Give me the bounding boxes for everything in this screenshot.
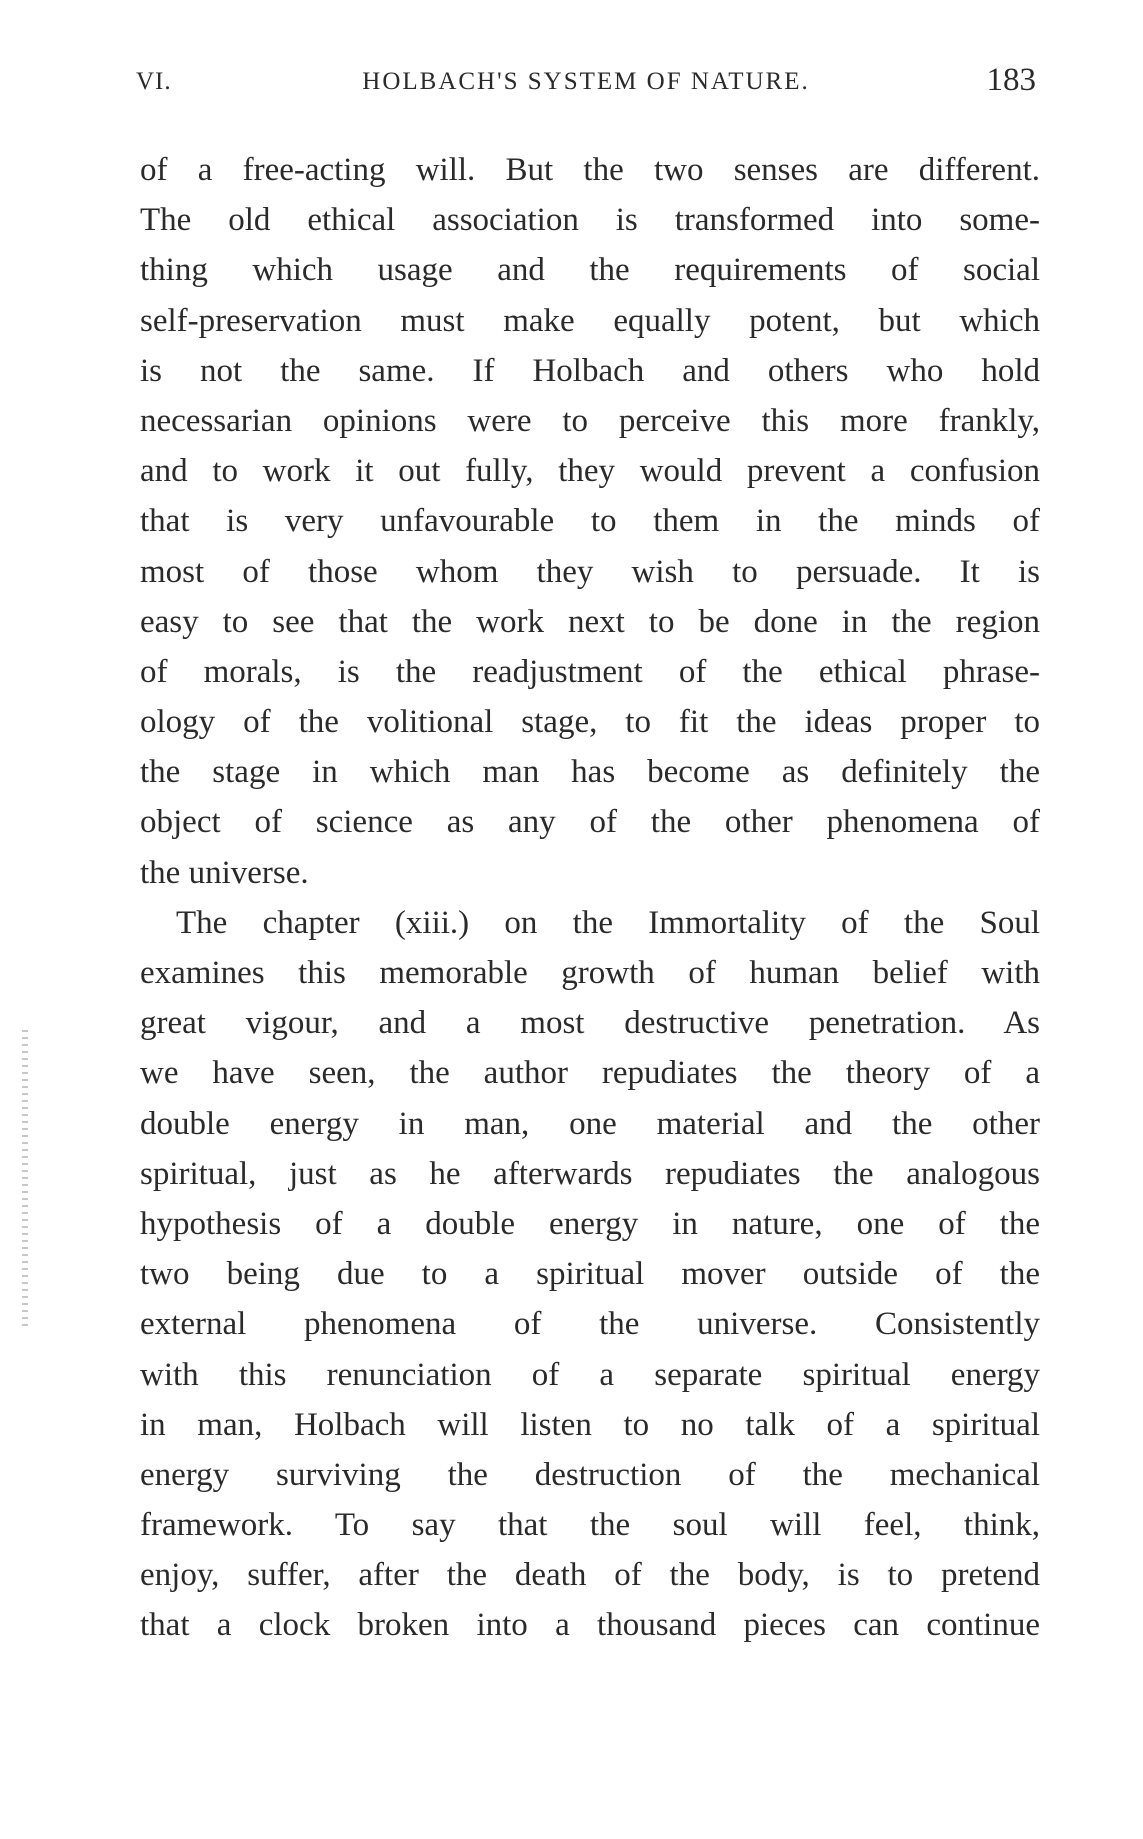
- text-line: most of those whom they wish to persuade. It is: [140, 553, 1040, 590]
- text-line: framework. To say that the soul will feel, think,: [140, 1507, 1040, 1544]
- text-line: of a free-acting will. But the two senses are different.: [140, 152, 1040, 188]
- text-line: easy to see that the work next to be done in the region: [140, 603, 1040, 640]
- text-line: hypothesis of a double energy in nature, one of the: [140, 1205, 1040, 1242]
- binding-edge-marks: [22, 1030, 28, 1330]
- text-line: necessarian opinions were to perceive this more frankly,: [140, 402, 1040, 439]
- text-line: object of science as any of the other phenomena of: [140, 804, 1040, 841]
- text-line: the universe.: [140, 854, 309, 891]
- paragraph-2: [140, 898, 1040, 1651]
- text-line: in man, Holbach will listen to no talk of a spiritual: [140, 1406, 1040, 1443]
- running-head: [136, 62, 1036, 108]
- paragraph-1: [140, 145, 1040, 898]
- text-line: double energy in man, one material and the other: [140, 1105, 1040, 1142]
- text-line: the stage in which man has become as definitely the: [140, 754, 1040, 791]
- text-line: is not the same. If Holbach and others who hold: [140, 352, 1040, 389]
- text-line: ology of the volitional stage, to fit the ideas proper to: [140, 704, 1040, 741]
- text-line: The old ethical association is transformed into some-: [140, 202, 1040, 239]
- text-line: energy surviving the destruction of the mechanical: [140, 1456, 1040, 1493]
- text-line: that is very unfavourable to them in the minds of: [140, 503, 1040, 540]
- running-title: HOLBACH'S SYSTEM OF NATURE.: [362, 68, 810, 95]
- text-line: two being due to a spiritual mover outside of the: [140, 1256, 1040, 1293]
- text-line: great vigour, and a most destructive penetration. As: [140, 1005, 1040, 1042]
- text-line: examines this memorable growth of human belief with: [140, 955, 1040, 991]
- text-line: that a clock broken into a thousand pieces can continue: [140, 1607, 1040, 1644]
- page-number: 183: [986, 62, 1036, 98]
- body-text: [140, 145, 1040, 1651]
- text-line: enjoy, suffer, after the death of the body, is to pretend: [140, 1557, 1040, 1594]
- text-line: thing which usage and the requirements of social: [140, 252, 1040, 289]
- text-line: and to work it out fully, they would prevent a confusion: [140, 453, 1040, 490]
- chapter-number: VI.: [136, 68, 172, 95]
- text-line: self-preservation must make equally potent, but which: [140, 302, 1040, 339]
- text-line: external phenomena of the universe. Consistently: [140, 1306, 1040, 1343]
- text-line: with this renunciation of a separate spiritual energy: [140, 1356, 1040, 1393]
- text-line: spiritual, just as he afterwards repudiates the analogous: [140, 1155, 1040, 1192]
- text-line: we have seen, the author repudiates the theory of a: [140, 1055, 1040, 1092]
- text-line: of morals, is the readjustment of the ethical phrase-: [140, 653, 1040, 690]
- text-line: The chapter (xiii.) on the Immortality of the Soul: [176, 904, 1040, 941]
